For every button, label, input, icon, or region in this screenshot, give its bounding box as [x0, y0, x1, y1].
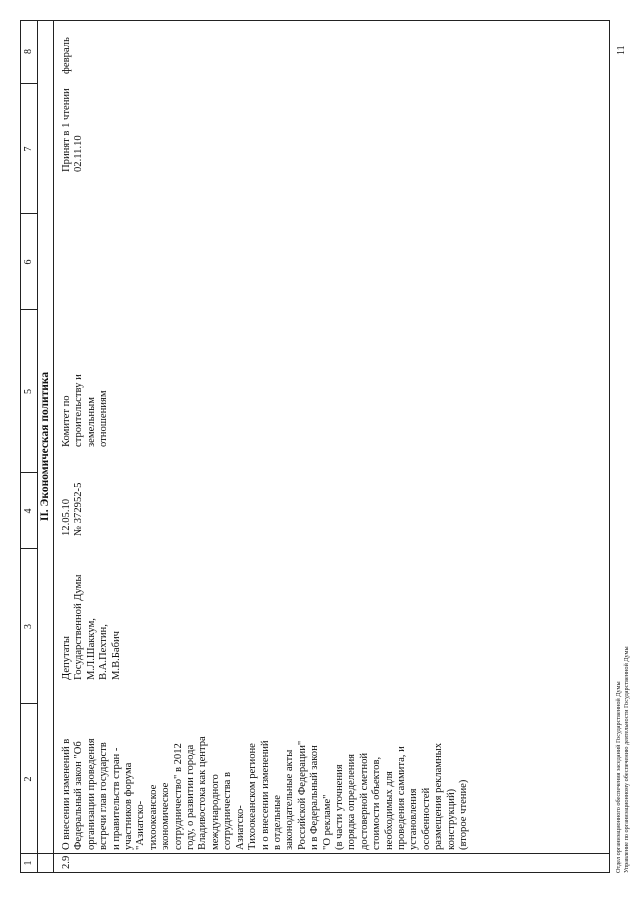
column-number-5: 5	[23, 389, 34, 394]
column-number-row	[21, 21, 38, 872]
responsible-committee: Комитет по строительству и земельным отношениям	[61, 374, 110, 447]
column-number-7: 7	[23, 146, 34, 152]
bill-title: О внесении изменений в Федеральный закон "Об организации проведения встречи глав государств и правительств стран - участников форума "Азиатско- тихоокеанское экономическое сотрудничество" в 2012 году, о развитии города Владивостока как центра международного сотрудничества в Азиатско- Тихоокеанском регионе и о внесении изменений в отдельные законодательные акты Российской Федерации" и в Федеральный закон "О рекламе" (в части уточнения порядка определения достоверной сметной стоимости объектов, необходимых для проведения саммита, и установления особенностей размещения рекламных конструкций) (второе чтение)	[61, 736, 469, 850]
footer-department: Отдел организационного обеспечения заседаний Государственной Думы	[615, 681, 622, 873]
bill-initiators: Депутаты Государственной Думы М.Л.Шаккум, В.А.Пехтин, М.В.Бабич	[61, 574, 122, 680]
section-row	[37, 21, 54, 872]
column-number-1: 1	[23, 860, 34, 866]
section-title: II. Экономическая политика	[39, 371, 51, 522]
bill-status: Принят в 1 чтении 02.11.10	[61, 88, 85, 172]
footer-directorate: Управление по организационному обеспечению деятельности Государственной Думы	[623, 646, 630, 873]
column-number-2: 2	[23, 776, 34, 782]
column-number-3: 3	[23, 624, 34, 629]
col-divider	[21, 703, 37, 704]
col-divider	[21, 548, 37, 549]
page-number: 11	[616, 45, 627, 55]
bill-table	[20, 20, 610, 873]
col-divider	[21, 472, 37, 473]
col-divider	[21, 83, 37, 84]
column-number-6: 6	[23, 259, 34, 265]
col-divider	[21, 213, 37, 214]
registration-info: 12.05.10 № 372952-5	[61, 482, 85, 536]
consideration-period: февраль	[61, 37, 72, 74]
column-number-4: 4	[23, 508, 34, 514]
col-divider	[21, 853, 609, 854]
col-divider	[21, 309, 37, 310]
row-number: 2.9	[61, 855, 72, 869]
column-number-8: 8	[23, 49, 34, 54]
